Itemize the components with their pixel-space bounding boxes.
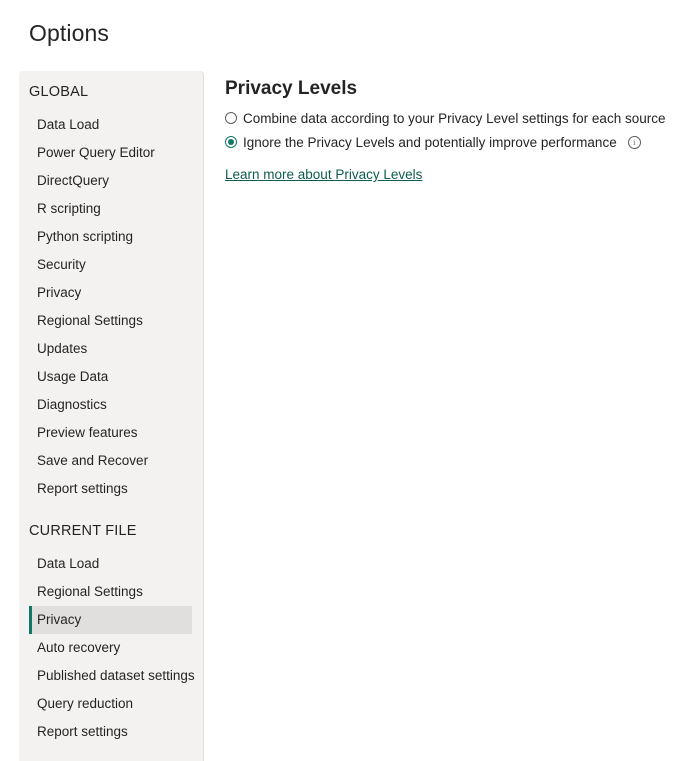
sidebar-item-global-python-scripting[interactable]: Python scripting [37, 229, 134, 244]
sidebar-item-global-save-and-recover[interactable]: Save and Recover [37, 453, 149, 468]
sidebar-item-file-auto-recovery[interactable]: Auto recovery [37, 640, 121, 655]
sidebar-item-file-query-reduction[interactable]: Query reduction [37, 696, 134, 711]
combine-privacy-option[interactable] [225, 108, 665, 128]
ignore-privacy-option[interactable] [225, 132, 641, 152]
sidebar-item-file-published-dataset-settings[interactable]: Published dataset settings [37, 668, 195, 683]
sidebar-item-global-data-load[interactable]: Data Load [37, 117, 100, 132]
combine-privacy-label: Combine data according to your Privacy Level settings for each source [243, 110, 666, 126]
sidebar-item-global-privacy[interactable]: Privacy [37, 285, 82, 300]
sidebar-item-global-diagnostics[interactable]: Diagnostics [37, 397, 107, 412]
info-icon[interactable]: i [628, 136, 641, 149]
sidebar-item-file-regional-settings[interactable]: Regional Settings [37, 584, 143, 599]
sidebar-item-global-security[interactable]: Security [37, 257, 86, 272]
current-file-section-header: CURRENT FILE [29, 523, 137, 539]
sidebar-item-global-regional-settings[interactable]: Regional Settings [37, 313, 143, 328]
sidebar-item-global-usage-data[interactable]: Usage Data [37, 369, 109, 384]
page-title: Privacy Levels [225, 78, 358, 99]
window-title: Options [29, 20, 109, 46]
sidebar-item-global-directquery[interactable]: DirectQuery [37, 173, 110, 188]
combine-privacy-radio[interactable] [225, 112, 237, 124]
privacy-levels-panel [225, 76, 666, 182]
sidebar-item-file-privacy[interactable]: Privacy [29, 606, 192, 634]
global-section-header: GLOBAL [29, 84, 89, 100]
sidebar-item-global-power-query-editor[interactable]: Power Query Editor [37, 145, 155, 160]
ignore-privacy-radio[interactable] [225, 136, 237, 148]
sidebar-item-global-updates[interactable]: Updates [37, 341, 88, 356]
sidebar-item-file-report-settings[interactable]: Report settings [37, 724, 128, 739]
sidebar-item-global-report-settings[interactable]: Report settings [37, 481, 128, 496]
learn-more-privacy-link[interactable]: Learn more about Privacy Levels [225, 167, 423, 182]
sidebar-item-global-r-scripting[interactable]: R scripting [37, 201, 101, 216]
ignore-privacy-label: Ignore the Privacy Levels and potentially improve performance [243, 134, 617, 150]
sidebar-item-global-preview-features[interactable]: Preview features [37, 425, 138, 440]
sidebar-item-file-data-load[interactable]: Data Load [37, 556, 100, 571]
options-sidebar [19, 71, 203, 761]
